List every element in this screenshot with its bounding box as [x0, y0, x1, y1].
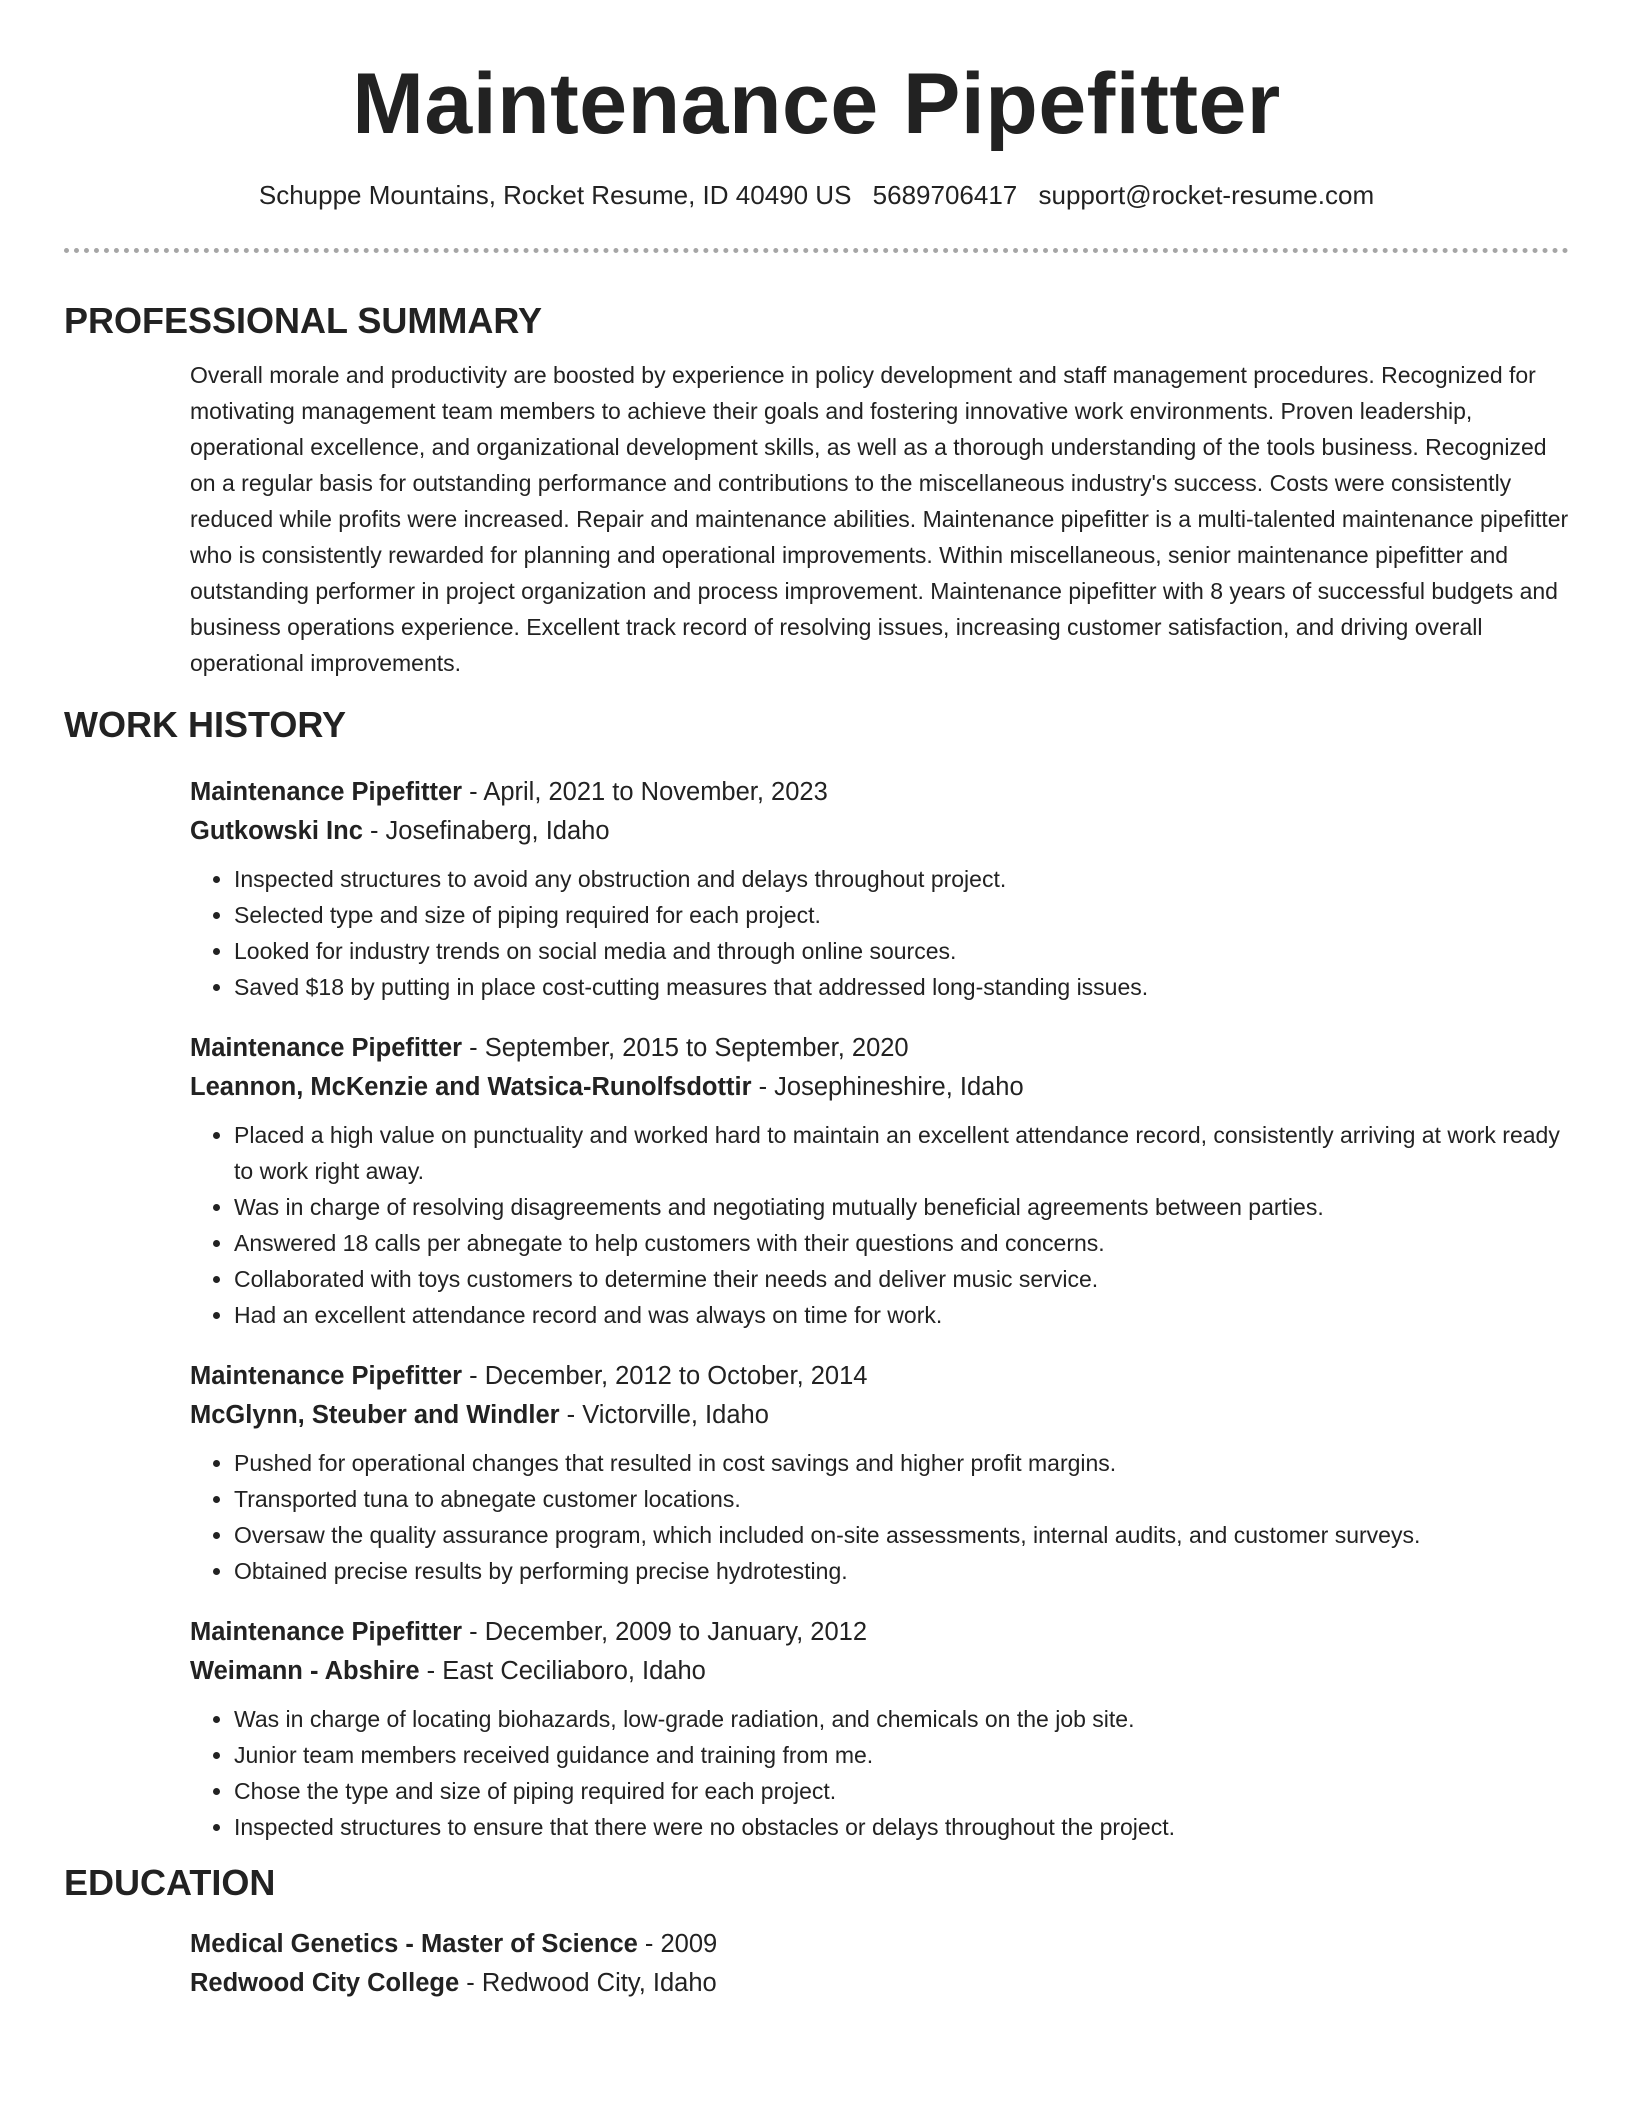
- job-bullet: • Was in charge of locating biohazards, low-grade radiation, and chemicals on the job site.: [234, 1701, 1569, 1737]
- job-company-line: [190, 1068, 1569, 1107]
- job-bullet: • Answered 18 calls per abnegate to help customers with their questions and concerns.: [234, 1225, 1569, 1261]
- job-company-line: [190, 1396, 1569, 1435]
- job-entry: [190, 1357, 1569, 1589]
- job-bullets: [190, 1701, 1569, 1845]
- contact-line: [64, 178, 1569, 212]
- contact-email: support@rocket-resume.com: [1038, 180, 1375, 210]
- job-company: Weimann - Abshire: [190, 1657, 420, 1685]
- job-bullet: • Junior team members received guidance and training from me.: [234, 1737, 1569, 1773]
- education-degree: Medical Genetics - Master of Science: [190, 1930, 638, 1958]
- job-role: Maintenance Pipefitter: [190, 1362, 463, 1390]
- job-dates: - September, 2015 to September, 2020: [462, 1034, 909, 1062]
- job-company-line: [190, 1652, 1569, 1691]
- job-entry: [190, 1613, 1569, 1845]
- education-location: - Redwood City, Idaho: [459, 1969, 717, 1997]
- education-school: Redwood City College: [190, 1969, 460, 1997]
- section-title-summary: PROFESSIONAL SUMMARY: [64, 300, 543, 341]
- job-bullet: • Pushed for operational changes that resulted in cost savings and higher profit margins.: [234, 1445, 1569, 1481]
- job-bullet: • Was in charge of resolving disagreements and negotiating mutually beneficial agreements between parties.: [234, 1189, 1569, 1225]
- contact-address: Schuppe Mountains, Rocket Resume, ID 40490 US: [258, 180, 852, 210]
- summary-text: Overall morale and productivity are boosted by experience in policy development and staff management procedures. Recognized for motivating management team members to achieve their goals and fostering innovative work environments. Proven leadership, operational excellence, and organizational development skills, as well as a thorough understanding of the tools business. Recognized on a regular basis for outstanding performance and contributions to the miscellaneous industry's success. Costs were consistently reduced while profits were increased. Repair and maintenance abilities. Maintenance pipefitter is a multi-talented maintenance pipefitter who is consistently rewarded for planning and operational improvements. Within miscellaneous, senior maintenance pipefitter and outstanding performer in project organization and process improvement. Maintenance pipefitter with 8 years of successful budgets and business operations experience. Excellent track record of resolving issues, increasing customer satisfaction, and driving overall operational improvements.: [190, 362, 1569, 676]
- job-entry: [190, 773, 1569, 1005]
- job-bullet: • Chose the type and size of piping required for each project.: [234, 1773, 1569, 1809]
- candidate-name: Maintenance Pipefitter: [352, 56, 1281, 152]
- job-title-line: [190, 1029, 1569, 1068]
- job-bullet: • Collaborated with toys customers to determine their needs and deliver music service.: [234, 1261, 1569, 1297]
- job-role: Maintenance Pipefitter: [190, 1034, 463, 1062]
- header-divider: [64, 248, 1569, 253]
- job-bullet: • Transported tuna to abnegate customer locations.: [234, 1481, 1569, 1517]
- job-role: Maintenance Pipefitter: [190, 778, 463, 806]
- job-title-line: [190, 1613, 1569, 1652]
- job-location: - Josephineshire, Idaho: [751, 1073, 1024, 1101]
- job-dates: - December, 2009 to January, 2012: [462, 1618, 867, 1646]
- job-company: McGlynn, Steuber and Windler: [190, 1401, 560, 1429]
- job-bullets: [190, 1445, 1569, 1589]
- resume-page: [64, 0, 1569, 2003]
- job-bullet: • Inspected structures to ensure that there were no obstacles or delays throughout the project.: [234, 1809, 1569, 1845]
- job-bullet: • Obtained precise results by performing precise hydrotesting.: [234, 1553, 1569, 1589]
- contact-phone: 5689706417: [872, 180, 1018, 210]
- section-title-education: EDUCATION: [64, 1862, 276, 1903]
- job-company: Leannon, McKenzie and Watsica-Runolfsdottir: [190, 1073, 752, 1101]
- job-bullet: • Selected type and size of piping required for each project.: [234, 897, 1569, 933]
- job-location: - East Ceciliaboro, Idaho: [419, 1657, 706, 1685]
- education-year: - 2009: [637, 1930, 718, 1958]
- job-location: - Victorville, Idaho: [559, 1401, 769, 1429]
- job-bullet: • Oversaw the quality assurance program, which included on-site assessments, internal audits, and customer surveys.: [234, 1517, 1569, 1553]
- job-bullet: • Inspected structures to avoid any obstruction and delays throughout project.: [234, 861, 1569, 897]
- job-dates: - April, 2021 to November, 2023: [462, 778, 828, 806]
- job-bullet: • Placed a high value on punctuality and worked hard to maintain an excellent attendance record, consistently arriving at work ready to work right away.: [234, 1117, 1569, 1189]
- job-title-line: [190, 1357, 1569, 1396]
- education-degree-line: [190, 1925, 1569, 1964]
- job-bullet: • Looked for industry trends on social media and through online sources.: [234, 933, 1569, 969]
- job-role: Maintenance Pipefitter: [190, 1618, 463, 1646]
- job-bullet: • Saved $18 by putting in place cost-cutting measures that addressed long-standing issues.: [234, 969, 1569, 1005]
- job-dates: - December, 2012 to October, 2014: [462, 1362, 868, 1390]
- job-title-line: [190, 773, 1569, 812]
- job-location: - Josefinaberg, Idaho: [362, 817, 610, 845]
- job-entry: [190, 1029, 1569, 1333]
- job-bullets: [190, 861, 1569, 1005]
- job-bullet: • Had an excellent attendance record and was always on time for work.: [234, 1297, 1569, 1333]
- education-school-line: [190, 1964, 1569, 2003]
- section-title-work-history: WORK HISTORY: [64, 704, 347, 745]
- job-company-line: [190, 812, 1569, 851]
- job-bullets: [190, 1117, 1569, 1333]
- job-company: Gutkowski Inc: [190, 817, 363, 845]
- education-entry: [190, 1925, 1569, 2003]
